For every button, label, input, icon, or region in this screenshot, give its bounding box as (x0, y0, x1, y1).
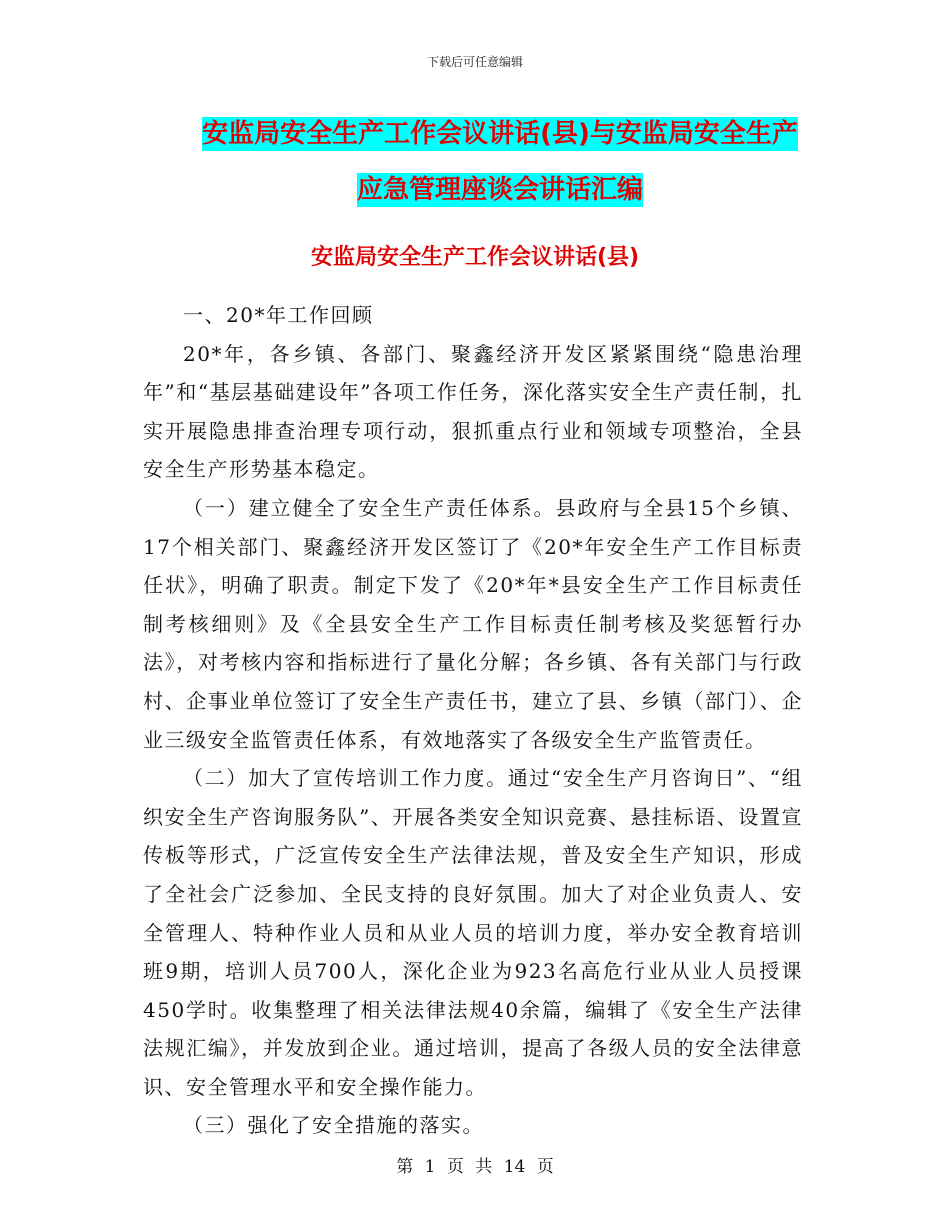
document-title-line-2: 应急管理座谈会讲话汇编 (356, 175, 643, 205)
page-header-note: 下载后可任意编辑 (426, 55, 523, 69)
page-number-footer: 第 1 页 共 14 页 (396, 1157, 554, 1177)
heading-work-review: 一、20*年工作回顾 (183, 303, 374, 327)
document-body (143, 296, 803, 1145)
paragraph-responsibility-system: （一）建立健全了安全生产责任体系。县政府与全县15个乡镇、17个相关部门、聚鑫经济开发区签订了《20*年安全生产工作目标责任状》，明确了职责。制定下发了《20*年*县安全生产工作目标责任制考核细则》及《全县安全生产工作目标责任制考核及奖惩暂行办法》，对考核内容和指标进行了量化分解；各乡镇、各有关部门与行政村、企事业单位签订了安全生产责任书，建立了县、乡镇（部门）、企业三级安全监管责任体系，有效地落实了各级安全生产监管责任。 (143, 495, 803, 752)
document-title (190, 106, 810, 218)
section-title: 安监局安全生产工作会议讲话(县) (310, 245, 640, 270)
paragraph-safety-measures: （三）强化了安全措施的落实。 (183, 1113, 484, 1138)
document-title-line-1: 安监局安全生产工作会议讲话(县)与安监局安全生产 (202, 119, 798, 149)
paragraph-publicity-training: （二）加大了宣传培训工作力度。通过“安全生产月咨询日”、“组织安全生产咨询服务队”、开展各类安全知识竞赛、悬挂标语、设置宣传板等形式，广泛宣传安全生产法律法规，普及安全生产知识，形成了全社会广泛参加、全民支持的良好氛围。加大了对企业负责人、安全管理人、特种作业人员和从业人员的培训力度，举办安全教育培训班9期，培训人员700人，深化企业为923名高危行业从业人员授课450学时。收集整理了相关法律法规40余篇，编辑了《安全生产法律法规汇编》，并发放到企业。通过培训，提高了各级人员的安全法律意识、安全管理水平和安全操作能力。 (143, 766, 803, 1099)
paragraph-overview: 20*年，各乡镇、各部门、聚鑫经济开发区紧紧围绕“隐患治理年”和“基层基础建设年”各项工作任务，深化落实安全生产责任制，扎实开展隐患排查治理专项行动，狠抓重点行业和领域专项整治，全县安全生产形势基本稳定。 (143, 341, 803, 482)
